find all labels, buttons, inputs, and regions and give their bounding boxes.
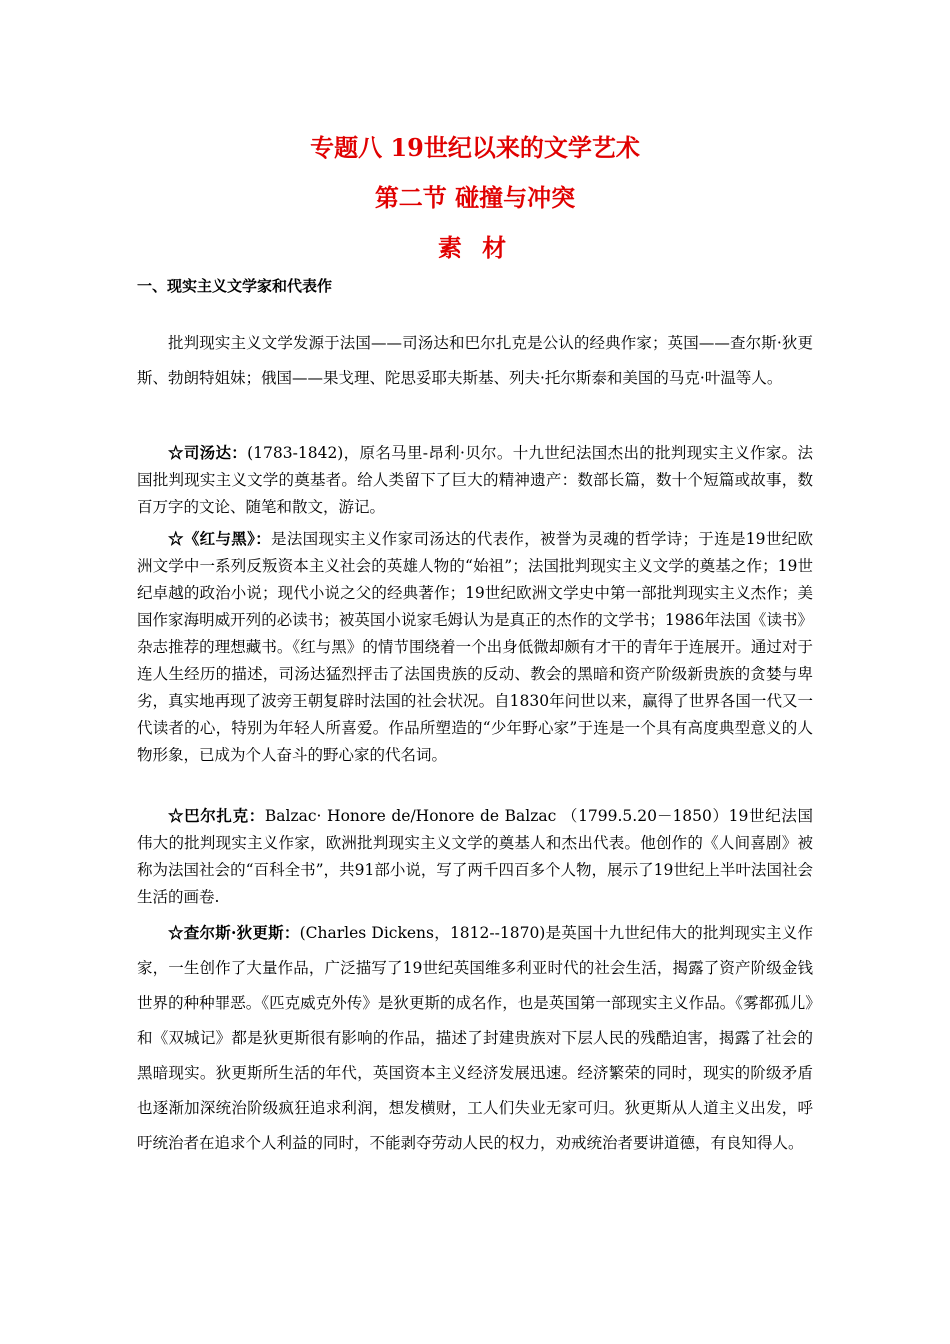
- document-title: 专题八 19世纪以来的文学艺术: [310, 133, 640, 162]
- section-title: 第二节 碰撞与冲突: [374, 183, 576, 212]
- red-and-black-lead: ☆《红与黑》：: [168, 528, 272, 548]
- section-heading: 一、现实主义文学家和代表作: [137, 277, 333, 295]
- stendhal-paragraph: [137, 439, 813, 521]
- balzac-lead: ☆巴尔扎克：: [168, 805, 265, 825]
- dickens-body: (Charles Dickens，1812--1870)是英国十九世纪伟大的批判现实主义作家，一生创作了大量作品，广泛描写了19世纪英国维多利亚时代的社会生活，揭露了资产阶级金钱世界的种种罪恶。《匹克威克外传》是狄更斯的成名作，也是英国第一部现实主义作品。《雾都孤儿》和《双城记》都是狄更斯很有影响的作品，描述了封建贵族对下层人民的残酷迫害，揭露了社会的黑暗现实。狄更斯所生活的年代，英国资本主义经济发展迅速。经济繁荣的同时，现实的阶级矛盾也逐渐加深统治阶级疯狂追求利润，想发横财，工人们失业无家可归。狄更斯从人道主义出发，呼吁统治者在追求个人利益的同时，不能剥夺劳动人民的权力，劝戒统治者要讲道德，有良知得人。: [137, 923, 813, 1152]
- stendhal-lead: ☆司汤达：: [168, 442, 248, 462]
- dickens-paragraph: [137, 915, 813, 1161]
- intro-paragraph: 批判现实主义文学发源于法国——司汤达和巴尔扎克是公认的经典作家；英国——查尔斯·狄更斯、勃朗特姐妹；俄国——果戈理、陀思妥耶夫斯基、列夫·托尔斯泰和美国的马克·叶温等人。: [137, 333, 813, 387]
- red-and-black-body: 是法国现实主义作家司汤达的代表作，被誉为灵魂的哲学诗；于连是19世纪欧洲文学中一系列反叛资本主义社会的英雄人物的“始祖”；法国批判现实主义文学的奠基之作；19世纪卓越的政治小说；现代小说之父的经典著作；19世纪欧洲文学史中第一部批判现实主义杰作；美国作家海明威开列的必读书；被英国小说家毛姆认为是真正的杰作的文学书；1986年法国《读书》杂志推荐的理想藏书。《红与黑》的情节围绕着一个出身低微却颇有才干的青年于连展开。通过对于连人生经历的描述，司汤达猛烈抨击了法国贵族的反动、教会的黑暗和资产阶级新贵族的贪婪与卑劣，真实地再现了波旁王朝复辟时法国的社会状况。自1830年问世以来，赢得了世界各国一代又一代读者的心，特别为年轻人所喜爱。作品所塑造的“少年野心家”于连是一个具有高度典型意义的人物形象，已成为个人奋斗的野心家的代名词。: [137, 529, 813, 764]
- dickens-lead: ☆查尔斯·狄更斯：: [168, 922, 300, 942]
- balzac-paragraph: [137, 802, 813, 911]
- stendhal-body: (1783-1842)，原名马里-昂利·贝尔。十九世纪法国杰出的批判现实主义作家。法国批判现实主义文学的奠基者。给人类留下了巨大的精神遗产：数部长篇，数十个短篇或故事，数百万字的文论、随笔和散文，游记。: [137, 443, 813, 516]
- red-and-black-paragraph: [137, 525, 813, 769]
- material-label: 素 材: [437, 233, 513, 262]
- balzac-body: Balzac· Honore de/Honore de Balzac （1799.5.20－1850）19世纪法国伟大的批判现实主义作家，欧洲批判现实主义文学的奠基人和杰出代表。他创作的《人间喜剧》被称为法国社会的“百科全书”，共91部小说，写了两千四百多个人物，展示了19世纪上半叶法国社会生活的画卷.: [137, 806, 813, 906]
